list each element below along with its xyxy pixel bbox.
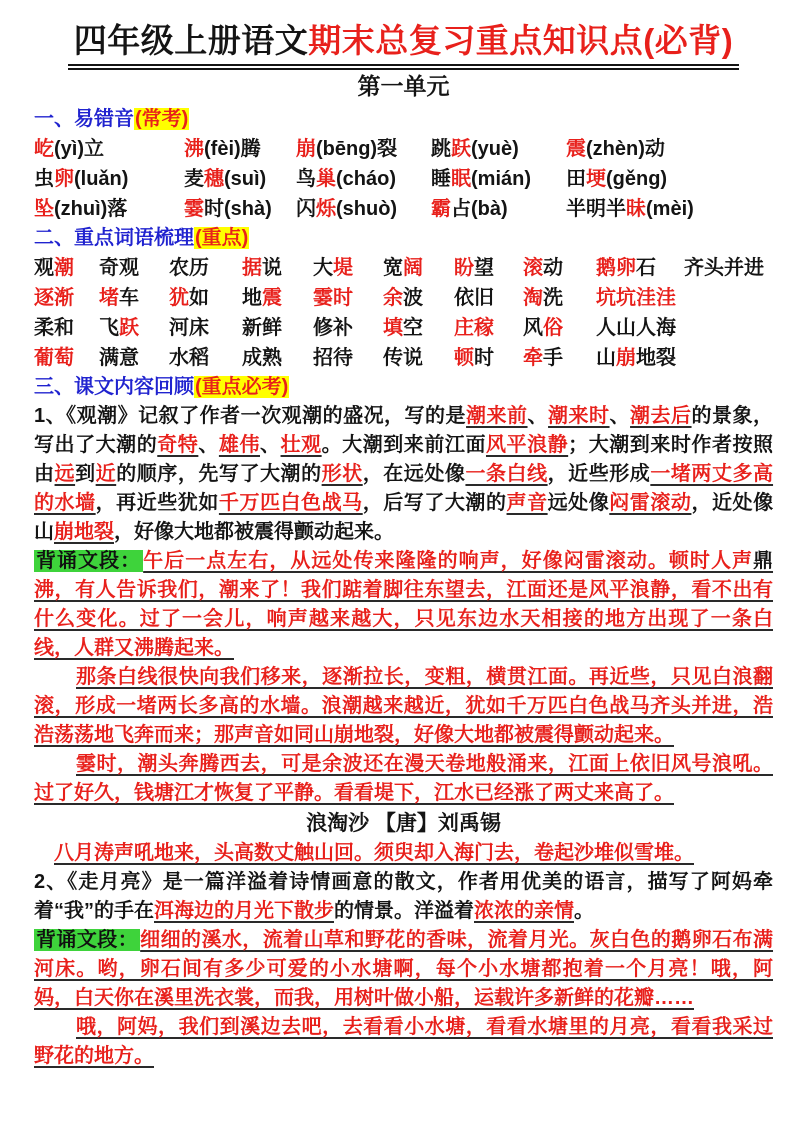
text-run: 。 xyxy=(574,900,594,923)
text-run: 修补 xyxy=(313,317,353,340)
word-item xyxy=(34,134,184,164)
word-item xyxy=(431,194,566,224)
text-run: 依旧 xyxy=(454,287,494,310)
recite-1-paragraph-3 xyxy=(34,750,773,808)
text-run: 霎时，潮头奔腾西去，可是余波还在漫天卷地般涌来，江面上依旧风号浪吼。过了好久，钱塘江才恢复了平静。看看堤下，江水已经涨了两丈来高了。 xyxy=(34,753,773,805)
text-run: (bēng)裂 xyxy=(316,138,398,161)
text-run: 成熟 xyxy=(242,347,282,370)
text-run: 穗 xyxy=(204,168,224,191)
word-item xyxy=(169,313,242,343)
text-run: 奇观 xyxy=(99,257,139,280)
text-run: 卵 xyxy=(54,168,74,191)
section-1-header xyxy=(34,105,773,134)
recite-2-paragraph-1 xyxy=(34,926,773,1013)
word-item xyxy=(454,253,523,283)
text-run: 如 xyxy=(189,287,209,310)
word-row-3 xyxy=(34,313,773,343)
pinyin-row-2 xyxy=(34,164,773,194)
text-run: 霎 xyxy=(184,198,204,221)
text-run: 到 xyxy=(75,463,96,486)
word-item xyxy=(383,313,454,343)
text-run: 地裂 xyxy=(636,347,676,370)
text-run: (yì)立 xyxy=(54,138,104,161)
text-run: (cháo) xyxy=(336,168,396,191)
text-run: 山 xyxy=(596,347,616,370)
text-run: 田 xyxy=(566,168,586,191)
text-run: (yuè) xyxy=(471,138,519,161)
text-run: 农历 xyxy=(169,257,209,280)
recite-label: 背诵文段： xyxy=(36,929,139,952)
text-run: (mián) xyxy=(471,168,531,191)
text-run: 的景象，写出了大潮的 xyxy=(34,405,774,457)
text-run: ，好像大地都被震得颤动起来。 xyxy=(114,521,394,544)
text-run: 霸 xyxy=(431,198,451,221)
text-run: 潮来前 xyxy=(466,405,528,428)
text-run: (mèi) xyxy=(646,198,694,221)
text-run: 潮 xyxy=(54,257,74,280)
text-run: 新鲜 xyxy=(242,317,282,340)
text-run: 闪 xyxy=(296,198,316,221)
text-run: 坑坑洼洼 xyxy=(596,287,676,310)
text-run: 滚 xyxy=(523,257,543,280)
text-run: 半明半 xyxy=(566,198,626,221)
section-2-badge: (重点) xyxy=(195,227,249,250)
text-run: ，在远处像 xyxy=(362,463,466,486)
text-run: 霎时 xyxy=(313,287,353,310)
text-run: 潮来时 xyxy=(548,405,610,428)
text-run: 车 xyxy=(119,287,139,310)
text-run: 阔 xyxy=(403,257,423,280)
word-item xyxy=(523,343,596,373)
word-item xyxy=(184,134,296,164)
word-item xyxy=(169,343,242,373)
text-run: 崩地裂 xyxy=(54,521,114,544)
text-run: 昧 xyxy=(626,198,646,221)
text-run: 、 xyxy=(198,434,219,457)
section-3-label: 三、课文内容回顾 xyxy=(34,376,194,399)
poem-title: 浪淘沙 【唐】刘禹锡 xyxy=(306,812,501,836)
word-item xyxy=(596,253,684,283)
word-item xyxy=(296,194,431,224)
text-run: 飞 xyxy=(99,317,119,340)
text-run: 望 xyxy=(474,257,494,280)
text-run: 壮观 xyxy=(280,434,322,457)
word-item xyxy=(242,253,313,283)
text-run: 屹 xyxy=(34,138,54,161)
word-item xyxy=(296,164,431,194)
text-run: 1、《观潮》记叙了作者一次观潮的盛况，写的是 xyxy=(34,405,467,428)
text-run: 午后一点左右，从远处传来隆隆的响声，好像闷雷滚动。顿时人声 xyxy=(143,550,754,573)
text-run: 跳 xyxy=(431,138,451,161)
text-run: 淘 xyxy=(523,287,543,310)
doc-header xyxy=(34,20,773,102)
text-run: 时(shà) xyxy=(204,198,272,221)
text-run: 顿 xyxy=(454,347,474,370)
word-item xyxy=(34,253,99,283)
section-1-label: 一、易错音 xyxy=(34,108,134,131)
word-item xyxy=(313,343,383,373)
word-table xyxy=(34,253,773,373)
text-run: 远 xyxy=(54,463,76,486)
word-item xyxy=(523,253,596,283)
word-item xyxy=(169,283,242,313)
section-2-header xyxy=(34,224,773,253)
text-run: 震 xyxy=(262,287,282,310)
text-run: 一堵两丈多高的水墙 xyxy=(34,463,774,515)
word-item xyxy=(34,164,184,194)
text-run: 地 xyxy=(242,287,262,310)
text-run: (gěng) xyxy=(606,168,668,191)
text-run: 招待 xyxy=(313,347,353,370)
word-item xyxy=(296,134,431,164)
text-run: 声音 xyxy=(506,492,548,515)
word-item xyxy=(566,164,773,194)
word-item xyxy=(596,343,773,373)
text-run: 俗 xyxy=(543,317,563,340)
text-run: 填 xyxy=(383,317,403,340)
pinyin-row-1 xyxy=(34,134,773,164)
word-item xyxy=(169,253,242,283)
text-run: 风 xyxy=(523,317,543,340)
text-run: 崩 xyxy=(296,138,316,161)
poem-line xyxy=(34,839,773,868)
word-item xyxy=(99,313,169,343)
unit-title: 第一单元 xyxy=(357,73,450,100)
text-run: 空 xyxy=(403,317,423,340)
text-run: 观 xyxy=(34,257,54,280)
text-run: (zhèn)动 xyxy=(586,138,665,161)
word-item xyxy=(99,253,169,283)
text-run: 埂 xyxy=(586,168,606,191)
text-run: 跃 xyxy=(451,138,471,161)
text-run: 余 xyxy=(383,287,403,310)
text-run: 崩 xyxy=(616,347,636,370)
text-run: ，近处像山 xyxy=(34,492,774,544)
text-run: 石 xyxy=(636,257,656,280)
text-run: 齐头并进 xyxy=(684,257,764,280)
word-item xyxy=(313,313,383,343)
text-run: 洱海边的月光下散步 xyxy=(154,900,334,923)
text-run: 眠 xyxy=(451,168,471,191)
text-run: 哦，阿妈，我们到溪边去吧，去看看小水塘，看看水塘里的月亮，看看我采过野花的地方。 xyxy=(34,1016,773,1068)
word-item xyxy=(383,283,454,313)
word-item xyxy=(431,134,566,164)
text-run: 八月涛声吼地来，头高数丈触山回。须臾却入海门去，卷起沙堆似雪堆。 xyxy=(54,842,694,865)
text-run: 鼎 xyxy=(753,550,774,573)
text-run: 雄伟 xyxy=(218,434,260,457)
word-row-1 xyxy=(34,253,773,283)
text-run: 一条白线 xyxy=(465,463,548,486)
text-run: 潮去后 xyxy=(630,405,692,428)
text-run: 河床 xyxy=(169,317,209,340)
text-run: 时 xyxy=(474,347,494,370)
text-run: 大 xyxy=(313,257,333,280)
text-run: 闷雷滚动 xyxy=(609,492,692,515)
text-run: 牵 xyxy=(523,347,543,370)
text-run: 远处像 xyxy=(547,492,610,515)
word-item xyxy=(383,253,454,283)
text-run: 柔和 xyxy=(34,317,74,340)
text-run: (shuò) xyxy=(336,198,398,221)
text-run: 麦 xyxy=(184,168,204,191)
text-run: 波 xyxy=(403,287,423,310)
word-item xyxy=(34,313,99,343)
recite-label: 背诵文段： xyxy=(36,550,142,573)
doc-title-black-part: 四年级上册语文 xyxy=(73,22,309,59)
word-item xyxy=(684,253,773,283)
word-item xyxy=(242,283,313,313)
text-run: 千万匹白色战马 xyxy=(218,492,363,515)
text-run: 堵 xyxy=(99,287,119,310)
text-run: 的情景。洋溢着 xyxy=(334,900,474,923)
text-run: 奇特 xyxy=(157,434,199,457)
word-item xyxy=(34,343,99,373)
doc-title xyxy=(68,20,739,70)
word-item xyxy=(454,343,523,373)
section-3-badge: (重点必考) xyxy=(195,376,289,399)
word-item xyxy=(596,313,773,343)
recite-1-paragraph-2 xyxy=(34,663,773,750)
text-run: 沸，有人告诉我们，潮来了！我们踮着脚往东望去，江面还是风平浪静，看不出有什么变化。过了一会儿，响声越来越大，只见东边水天相接的地方出现了一条白线，人群又沸腾起来。 xyxy=(34,579,773,660)
text-run: 洗 xyxy=(543,287,563,310)
text-run: 堤 xyxy=(333,257,353,280)
word-item xyxy=(454,283,523,313)
section-1-badge: (常考) xyxy=(135,108,189,131)
text-run: 占(bà) xyxy=(451,198,508,221)
word-item xyxy=(242,313,313,343)
text-run: 虫 xyxy=(34,168,54,191)
word-item xyxy=(99,283,169,313)
word-item xyxy=(242,343,313,373)
recite-2-paragraph-2 xyxy=(34,1013,773,1071)
recite-1-paragraph-1 xyxy=(34,547,773,663)
word-item xyxy=(184,164,296,194)
word-item xyxy=(566,194,773,224)
text-run: 浓浓的亲情 xyxy=(474,900,574,923)
word-item xyxy=(313,253,383,283)
text-run: ，近些形成 xyxy=(547,463,651,486)
text-run: 睡 xyxy=(431,168,451,191)
word-item xyxy=(523,283,596,313)
word-item xyxy=(34,283,99,313)
text-run: ；大潮到来时作者按照由 xyxy=(34,434,774,486)
text-run: 风平浪静 xyxy=(485,434,569,457)
word-item xyxy=(99,343,169,373)
text-run: 跃 xyxy=(119,317,139,340)
word-item xyxy=(34,194,184,224)
text-run: 震 xyxy=(566,138,586,161)
text-run: 那条白线很快向我们移来，逐渐拉长，变粗，横贯江面。再近些，只见白浪翻滚，形成一堵两长多高的水墙。浪潮越来越近，犹如千万匹白色战马齐头并进，浩浩荡荡地飞奔而来；那声音如同山崩地裂，好像大地都被震得颤动起来。 xyxy=(34,666,773,747)
text-run: 庄稼 xyxy=(454,317,494,340)
text-run: 、 xyxy=(527,405,549,428)
paragraph-zouyueliang-summary xyxy=(34,868,773,926)
text-run: 的顺序，先写了大潮的 xyxy=(116,463,322,486)
word-item xyxy=(313,283,383,313)
text-run: 烁 xyxy=(316,198,336,221)
text-run: ，后写了大潮的 xyxy=(362,492,507,515)
text-run: (zhuì)落 xyxy=(54,198,128,221)
text-run: 手 xyxy=(543,347,563,370)
text-run: (suì) xyxy=(224,168,267,191)
text-run: (luǎn) xyxy=(74,168,129,191)
section-2-label: 二、重点词语梳理 xyxy=(34,227,194,250)
word-row-2 xyxy=(34,283,773,313)
text-run: 宽 xyxy=(383,257,403,280)
text-run: 水稻 xyxy=(169,347,209,370)
paragraph-guanchao-summary xyxy=(34,402,773,547)
word-item xyxy=(596,283,773,313)
text-run: 犹 xyxy=(169,287,189,310)
word-item xyxy=(566,134,773,164)
text-run: 、 xyxy=(609,405,631,428)
word-item xyxy=(523,313,596,343)
word-row-4 xyxy=(34,343,773,373)
text-run: 沸 xyxy=(184,138,204,161)
text-run: 近 xyxy=(95,463,117,486)
text-run: 、 xyxy=(260,434,281,457)
pinyin-row-3 xyxy=(34,194,773,224)
word-item xyxy=(431,164,566,194)
section-3-header xyxy=(34,373,773,402)
text-run: 满意 xyxy=(99,347,139,370)
text-run: 坠 xyxy=(34,198,54,221)
text-run: 。大潮到来前江面 xyxy=(321,434,486,457)
doc-title-red-part: 期末总复习重点知识点(必背) xyxy=(308,22,734,59)
text-run: 盼 xyxy=(454,257,474,280)
text-run: 形状 xyxy=(321,463,363,486)
text-run: 鸟 xyxy=(296,168,316,191)
text-run: 细细的溪水，流着山草和野花的香味，流着月光。灰白色的鹅卵石布满河床。哟，卵石间有多少可爱的小水塘啊，每个小水塘都抱着一个月亮！哦，阿妈，白天你在溪里洗衣裳，而我，用树叶做小船，运载许多新鲜的花瓣…… xyxy=(34,929,774,1010)
word-item xyxy=(383,343,454,373)
text-run: (fèi)腾 xyxy=(204,138,261,161)
text-run: 葡萄 xyxy=(34,347,74,370)
text-run: 鹅卵 xyxy=(596,257,636,280)
text-run: 说 xyxy=(262,257,282,280)
text-run: 人山人海 xyxy=(596,317,676,340)
text-run: 据 xyxy=(242,257,262,280)
text-run: ，再近些犹如 xyxy=(95,492,219,515)
text-run: 传说 xyxy=(383,347,423,370)
text-run: 动 xyxy=(543,257,563,280)
word-item xyxy=(454,313,523,343)
word-item xyxy=(184,194,296,224)
text-run: 巢 xyxy=(316,168,336,191)
text-run: 逐渐 xyxy=(34,287,74,310)
pinyin-table xyxy=(34,134,773,224)
text-run: 2、《走月亮》是一篇洋溢着诗情画意的散文，作者用优美的语言，描写了阿妈牵着“我”的手在 xyxy=(34,871,773,923)
